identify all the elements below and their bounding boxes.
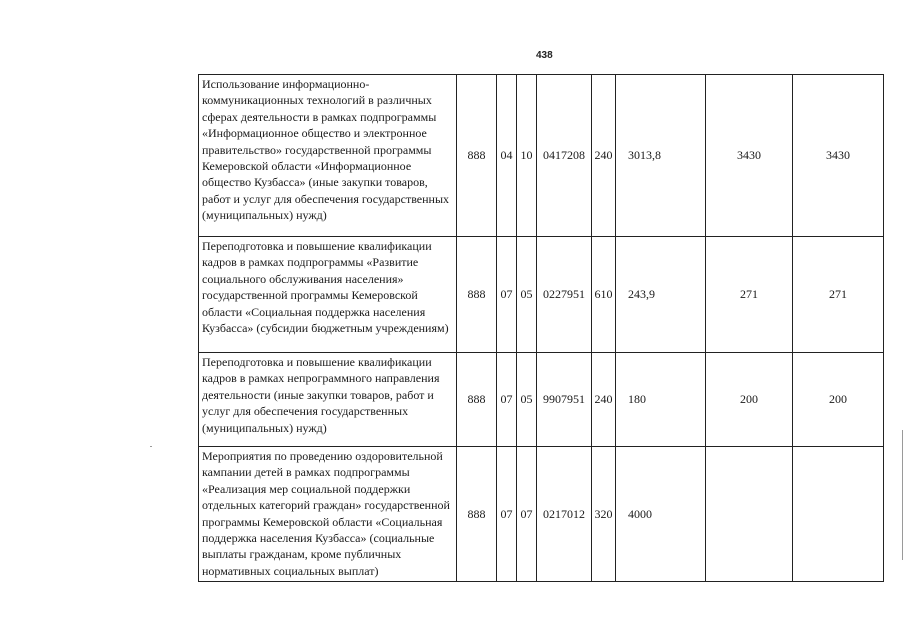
amount-year2 bbox=[706, 447, 793, 582]
subsection-code: 05 bbox=[517, 353, 537, 447]
amount-year1: 4000 bbox=[616, 447, 706, 582]
target-article-code: 0217012 bbox=[537, 447, 592, 582]
expense-type-code: 320 bbox=[592, 447, 616, 582]
table-row bbox=[199, 447, 884, 582]
section-code: 07 bbox=[497, 237, 517, 353]
amount-year3: 3430 bbox=[793, 75, 884, 237]
table-row bbox=[199, 353, 884, 447]
target-article-code: 9907951 bbox=[537, 353, 592, 447]
section-code: 07 bbox=[497, 447, 517, 582]
ministry-code: 888 bbox=[457, 353, 497, 447]
amount-year3: 200 bbox=[793, 353, 884, 447]
ministry-code: 888 bbox=[457, 75, 497, 237]
amount-year3 bbox=[793, 447, 884, 582]
subsection-code: 05 bbox=[517, 237, 537, 353]
ministry-code: 888 bbox=[457, 447, 497, 582]
expense-type-code: 240 bbox=[592, 75, 616, 237]
amount-year1: 3013,8 bbox=[616, 75, 706, 237]
row-description: Переподготовка и повышение квалификации кадров в рамках подпрограммы «Развитие социального обслуживания населения» государственной программы Кемеровской области «Социальная поддержка населения Кузбасса» (субсидии бюджетным учреждениям) bbox=[199, 237, 457, 353]
section-code: 04 bbox=[497, 75, 517, 237]
amount-year2: 271 bbox=[706, 237, 793, 353]
expense-type-code: 610 bbox=[592, 237, 616, 353]
budget-table bbox=[198, 74, 884, 582]
table-row bbox=[199, 237, 884, 353]
expense-type-code: 240 bbox=[592, 353, 616, 447]
subsection-code: 07 bbox=[517, 447, 537, 582]
subsection-code: 10 bbox=[517, 75, 537, 237]
row-description: Переподготовка и повышение квалификации кадров в рамках непрограммного направления деятельности (иные закупки товаров, работ и услуг для обеспечения государственных (муниципальных) нужд) bbox=[199, 353, 457, 447]
page-number: 438 bbox=[536, 50, 553, 61]
amount-year3: 271 bbox=[793, 237, 884, 353]
amount-year2: 3430 bbox=[706, 75, 793, 237]
table-row bbox=[199, 75, 884, 237]
amount-year1: 180 bbox=[616, 353, 706, 447]
scan-edge-line bbox=[902, 430, 903, 560]
scan-speck bbox=[150, 446, 152, 447]
amount-year2: 200 bbox=[706, 353, 793, 447]
row-description: Мероприятия по проведению оздоровительной кампании детей в рамках подпрограммы «Реализация мер социальной поддержки отдельных категорий граждан» государственной программы Кемеровской области «Социальная поддержка населения Кузбасса» (социальные выплаты гражданам, кроме публичных нормативных социальных выплат) bbox=[199, 447, 457, 582]
amount-year1: 243,9 bbox=[616, 237, 706, 353]
row-description: Использование информационно-коммуникационных технологий в различных сферах деятельности в рамках подпрограммы «Информационное общество и электронное правительство» государственной программы Кемеровской области «Информационное общество Кузбасса» (иные закупки товаров, работ и услуг для обеспечения государственных (муниципальных) нужд) bbox=[199, 75, 457, 237]
ministry-code: 888 bbox=[457, 237, 497, 353]
target-article-code: 0227951 bbox=[537, 237, 592, 353]
target-article-code: 0417208 bbox=[537, 75, 592, 237]
section-code: 07 bbox=[497, 353, 517, 447]
